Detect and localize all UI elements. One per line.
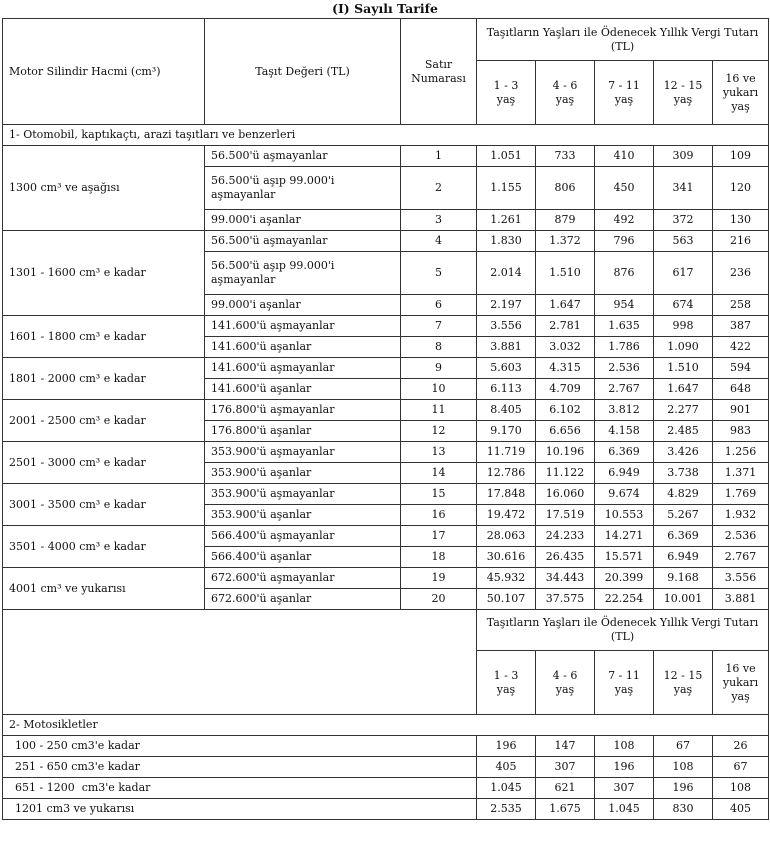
row-number: 7 bbox=[401, 316, 477, 337]
value-range: 56.500'ü aşıp 99.000'i aşmayanlar bbox=[205, 167, 401, 210]
tax-amount: 1.647 bbox=[654, 379, 713, 400]
header2-age-2: 4 - 6 yaş bbox=[536, 651, 595, 715]
section2-row bbox=[3, 715, 769, 736]
table-row bbox=[3, 799, 769, 820]
value-range: 141.600'ü aşmayanlar bbox=[205, 358, 401, 379]
tax-amount: 3.556 bbox=[713, 568, 769, 589]
value-range: 99.000'i aşanlar bbox=[205, 295, 401, 316]
tax-amount: 983 bbox=[713, 421, 769, 442]
table-row bbox=[3, 757, 769, 778]
tax-amount: 307 bbox=[536, 757, 595, 778]
tax-amount: 67 bbox=[713, 757, 769, 778]
tax-amount: 1.830 bbox=[477, 231, 536, 252]
value-range: 176.800'ü aşanlar bbox=[205, 421, 401, 442]
header-age-2: 4 - 6 yaş bbox=[536, 61, 595, 125]
value-range: 56.500'ü aşıp 99.000'i aşmayanlar bbox=[205, 252, 401, 295]
tax-amount: 3.556 bbox=[477, 316, 536, 337]
tax-amount: 341 bbox=[654, 167, 713, 210]
tax-amount: 648 bbox=[713, 379, 769, 400]
tax-amount: 2.781 bbox=[536, 316, 595, 337]
tax-amount: 2.197 bbox=[477, 295, 536, 316]
tax-amount: 405 bbox=[713, 799, 769, 820]
tax-amount: 236 bbox=[713, 252, 769, 295]
tax-amount: 26 bbox=[713, 736, 769, 757]
tax-amount: 15.571 bbox=[595, 547, 654, 568]
tax-amount: 2.535 bbox=[477, 799, 536, 820]
tax-amount: 14.271 bbox=[595, 526, 654, 547]
value-range: 672.600'ü aşanlar bbox=[205, 589, 401, 610]
header2-age-4: 12 - 15 yaş bbox=[654, 651, 713, 715]
tax-amount: 3.426 bbox=[654, 442, 713, 463]
header2-age-3: 7 - 11 yaş bbox=[595, 651, 654, 715]
tax-amount: 830 bbox=[654, 799, 713, 820]
tax-amount: 1.635 bbox=[595, 316, 654, 337]
tax-amount: 1.045 bbox=[595, 799, 654, 820]
tax-amount: 11.122 bbox=[536, 463, 595, 484]
value-range: 176.800'ü aşmayanlar bbox=[205, 400, 401, 421]
row-number: 18 bbox=[401, 547, 477, 568]
motor-category: 4001 cm³ ve yukarısı bbox=[3, 568, 205, 610]
motor-category: 1300 cm³ ve aşağısı bbox=[3, 146, 205, 231]
motor-category: 1301 - 1600 cm³ e kadar bbox=[3, 231, 205, 316]
tax-amount: 67 bbox=[654, 736, 713, 757]
tax-amount: 28.063 bbox=[477, 526, 536, 547]
row-number: 9 bbox=[401, 358, 477, 379]
tax-amount: 492 bbox=[595, 210, 654, 231]
tax-amount: 5.603 bbox=[477, 358, 536, 379]
tax-amount: 11.719 bbox=[477, 442, 536, 463]
tax-amount: 617 bbox=[654, 252, 713, 295]
tax-amount: 563 bbox=[654, 231, 713, 252]
tax-amount: 108 bbox=[713, 778, 769, 799]
motor-category: 2501 - 3000 cm³ e kadar bbox=[3, 442, 205, 484]
tax-amount: 17.848 bbox=[477, 484, 536, 505]
value-range: 99.000'i aşanlar bbox=[205, 210, 401, 231]
tax-amount: 10.553 bbox=[595, 505, 654, 526]
row-number: 13 bbox=[401, 442, 477, 463]
tax-amount: 26.435 bbox=[536, 547, 595, 568]
tax-amount: 3.812 bbox=[595, 400, 654, 421]
table-row bbox=[3, 526, 769, 547]
header-motor: Motor Silindir Hacmi (cm³) bbox=[3, 19, 205, 125]
tax-amount: 6.369 bbox=[595, 442, 654, 463]
tax-amount: 20.399 bbox=[595, 568, 654, 589]
tax-amount: 1.051 bbox=[477, 146, 536, 167]
tax-amount: 1.090 bbox=[654, 337, 713, 358]
row-number: 8 bbox=[401, 337, 477, 358]
tax-table bbox=[2, 18, 769, 820]
tax-amount: 258 bbox=[713, 295, 769, 316]
tax-amount: 1.786 bbox=[595, 337, 654, 358]
value-range: 141.600'ü aşanlar bbox=[205, 379, 401, 400]
tax-amount: 1.045 bbox=[477, 778, 536, 799]
tax-amount: 796 bbox=[595, 231, 654, 252]
tax-amount: 4.315 bbox=[536, 358, 595, 379]
tax-amount: 4.158 bbox=[595, 421, 654, 442]
table-row bbox=[3, 146, 769, 167]
tax-amount: 422 bbox=[713, 337, 769, 358]
motor-category: 3501 - 4000 cm³ e kadar bbox=[3, 526, 205, 568]
tax-amount: 37.575 bbox=[536, 589, 595, 610]
tax-amount: 196 bbox=[595, 757, 654, 778]
tax-amount: 1.372 bbox=[536, 231, 595, 252]
tax-amount: 50.107 bbox=[477, 589, 536, 610]
row-number: 1 bbox=[401, 146, 477, 167]
header2-age-5: 16 ve yukarı yaş bbox=[713, 651, 769, 715]
row-number: 11 bbox=[401, 400, 477, 421]
tax-amount: 9.168 bbox=[654, 568, 713, 589]
tax-amount: 2.536 bbox=[713, 526, 769, 547]
row-number: 5 bbox=[401, 252, 477, 295]
tax-amount: 806 bbox=[536, 167, 595, 210]
tax-amount: 405 bbox=[477, 757, 536, 778]
tax-amount: 901 bbox=[713, 400, 769, 421]
row-number: 20 bbox=[401, 589, 477, 610]
tax-amount: 5.267 bbox=[654, 505, 713, 526]
tax-amount: 1.261 bbox=[477, 210, 536, 231]
table-row bbox=[3, 231, 769, 252]
value-range: 141.600'ü aşmayanlar bbox=[205, 316, 401, 337]
tax-amount: 6.113 bbox=[477, 379, 536, 400]
value-range: 141.600'ü aşanlar bbox=[205, 337, 401, 358]
tax-amount: 876 bbox=[595, 252, 654, 295]
tax-amount: 450 bbox=[595, 167, 654, 210]
tax-amount: 12.786 bbox=[477, 463, 536, 484]
value-range: 672.600'ü aşmayanlar bbox=[205, 568, 401, 589]
tax-amount: 34.443 bbox=[536, 568, 595, 589]
value-range: 353.900'ü aşanlar bbox=[205, 505, 401, 526]
tax-amount: 1.675 bbox=[536, 799, 595, 820]
tax-amount: 120 bbox=[713, 167, 769, 210]
value-range: 353.900'ü aşanlar bbox=[205, 463, 401, 484]
row-number: 2 bbox=[401, 167, 477, 210]
tax-amount: 307 bbox=[595, 778, 654, 799]
tax-amount: 3.881 bbox=[713, 589, 769, 610]
header-age-3: 7 - 11 yaş bbox=[595, 61, 654, 125]
table-row bbox=[3, 568, 769, 589]
value-range: 56.500'ü aşmayanlar bbox=[205, 146, 401, 167]
tax-amount: 733 bbox=[536, 146, 595, 167]
section-title-otomobil: 1- Otomobil, kaptıkaçtı, arazi taşıtları ve benzerleri bbox=[3, 125, 769, 146]
tax-amount: 6.369 bbox=[654, 526, 713, 547]
tax-amount: 372 bbox=[654, 210, 713, 231]
tax-amount: 109 bbox=[713, 146, 769, 167]
header-group: Taşıtların Yaşları ile Ödenecek Yıllık Vergi Tutarı (TL) bbox=[477, 19, 769, 61]
tax-amount: 9.674 bbox=[595, 484, 654, 505]
motor-category: 100 - 250 cm3'e kadar bbox=[3, 736, 477, 757]
value-range: 353.900'ü aşmayanlar bbox=[205, 484, 401, 505]
tax-amount: 3.881 bbox=[477, 337, 536, 358]
tax-amount: 6.949 bbox=[595, 463, 654, 484]
tax-amount: 1.932 bbox=[713, 505, 769, 526]
tax-amount: 1.371 bbox=[713, 463, 769, 484]
tax-amount: 30.616 bbox=[477, 547, 536, 568]
tax-amount: 1.256 bbox=[713, 442, 769, 463]
row-number: 17 bbox=[401, 526, 477, 547]
tax-amount: 954 bbox=[595, 295, 654, 316]
table-row bbox=[3, 442, 769, 463]
value-range: 353.900'ü aşmayanlar bbox=[205, 442, 401, 463]
value-range: 566.400'ü aşanlar bbox=[205, 547, 401, 568]
table-row bbox=[3, 736, 769, 757]
tax-amount: 2.767 bbox=[595, 379, 654, 400]
header2-group: Taşıtların Yaşları ile Ödenecek Yıllık Vergi Tutarı (TL) bbox=[477, 610, 769, 651]
value-range: 56.500'ü aşmayanlar bbox=[205, 231, 401, 252]
tax-amount: 410 bbox=[595, 146, 654, 167]
tax-amount: 196 bbox=[477, 736, 536, 757]
tax-amount: 17.519 bbox=[536, 505, 595, 526]
tax-amount: 196 bbox=[654, 778, 713, 799]
tax-amount: 108 bbox=[654, 757, 713, 778]
tax-amount: 216 bbox=[713, 231, 769, 252]
tax-amount: 2.014 bbox=[477, 252, 536, 295]
row-number: 19 bbox=[401, 568, 477, 589]
header2-row bbox=[3, 610, 769, 651]
row-number: 16 bbox=[401, 505, 477, 526]
tax-amount: 2.485 bbox=[654, 421, 713, 442]
header-age-5: 16 ve yukarı yaş bbox=[713, 61, 769, 125]
row-number: 15 bbox=[401, 484, 477, 505]
tax-amount: 674 bbox=[654, 295, 713, 316]
table-row bbox=[3, 778, 769, 799]
motor-category: 3001 - 3500 cm³ e kadar bbox=[3, 484, 205, 526]
tax-amount: 1.155 bbox=[477, 167, 536, 210]
tax-amount: 19.472 bbox=[477, 505, 536, 526]
table-row bbox=[3, 358, 769, 379]
tax-amount: 8.405 bbox=[477, 400, 536, 421]
tax-amount: 4.829 bbox=[654, 484, 713, 505]
tax-amount: 45.932 bbox=[477, 568, 536, 589]
tax-amount: 1.510 bbox=[654, 358, 713, 379]
header-deger: Taşıt Değeri (TL) bbox=[205, 19, 401, 125]
header-satir: Satır Numarası bbox=[401, 19, 477, 125]
header2-blank bbox=[3, 610, 477, 715]
motor-category: 1601 - 1800 cm³ e kadar bbox=[3, 316, 205, 358]
tax-amount: 2.536 bbox=[595, 358, 654, 379]
tax-amount: 4.709 bbox=[536, 379, 595, 400]
tax-amount: 147 bbox=[536, 736, 595, 757]
tax-amount: 3.738 bbox=[654, 463, 713, 484]
tax-amount: 621 bbox=[536, 778, 595, 799]
tax-amount: 10.001 bbox=[654, 589, 713, 610]
tax-amount: 387 bbox=[713, 316, 769, 337]
tax-amount: 2.767 bbox=[713, 547, 769, 568]
tax-amount: 24.233 bbox=[536, 526, 595, 547]
tax-amount: 3.032 bbox=[536, 337, 595, 358]
tax-amount: 6.102 bbox=[536, 400, 595, 421]
tax-amount: 594 bbox=[713, 358, 769, 379]
tax-amount: 22.254 bbox=[595, 589, 654, 610]
tax-amount: 16.060 bbox=[536, 484, 595, 505]
section-title-motosiklet: 2- Motosikletler bbox=[3, 715, 769, 736]
tax-amount: 6.949 bbox=[654, 547, 713, 568]
motor-category: 1201 cm3 ve yukarısı bbox=[3, 799, 477, 820]
tax-amount: 879 bbox=[536, 210, 595, 231]
motor-category: 251 - 650 cm3'e kadar bbox=[3, 757, 477, 778]
motor-category: 2001 - 2500 cm³ e kadar bbox=[3, 400, 205, 442]
tax-amount: 1.647 bbox=[536, 295, 595, 316]
header2-age-1: 1 - 3 yaş bbox=[477, 651, 536, 715]
tax-amount: 998 bbox=[654, 316, 713, 337]
tax-amount: 2.277 bbox=[654, 400, 713, 421]
row-number: 3 bbox=[401, 210, 477, 231]
row-number: 10 bbox=[401, 379, 477, 400]
tax-amount: 6.656 bbox=[536, 421, 595, 442]
header-age-1: 1 - 3 yaş bbox=[477, 61, 536, 125]
table-row bbox=[3, 484, 769, 505]
row-number: 4 bbox=[401, 231, 477, 252]
table-row bbox=[3, 400, 769, 421]
document-title: (I) Sayılı Tarife bbox=[332, 1, 438, 16]
tax-amount: 1.769 bbox=[713, 484, 769, 505]
row-number: 14 bbox=[401, 463, 477, 484]
tax-amount: 9.170 bbox=[477, 421, 536, 442]
tax-amount: 10.196 bbox=[536, 442, 595, 463]
tax-amount: 309 bbox=[654, 146, 713, 167]
tax-amount: 1.510 bbox=[536, 252, 595, 295]
tax-amount: 130 bbox=[713, 210, 769, 231]
table-row bbox=[3, 316, 769, 337]
motor-category: 651 - 1200 cm3'e kadar bbox=[3, 778, 477, 799]
motor-category: 1801 - 2000 cm³ e kadar bbox=[3, 358, 205, 400]
row-number: 12 bbox=[401, 421, 477, 442]
row-number: 6 bbox=[401, 295, 477, 316]
header-age-4: 12 - 15 yaş bbox=[654, 61, 713, 125]
value-range: 566.400'ü aşmayanlar bbox=[205, 526, 401, 547]
tax-amount: 108 bbox=[595, 736, 654, 757]
